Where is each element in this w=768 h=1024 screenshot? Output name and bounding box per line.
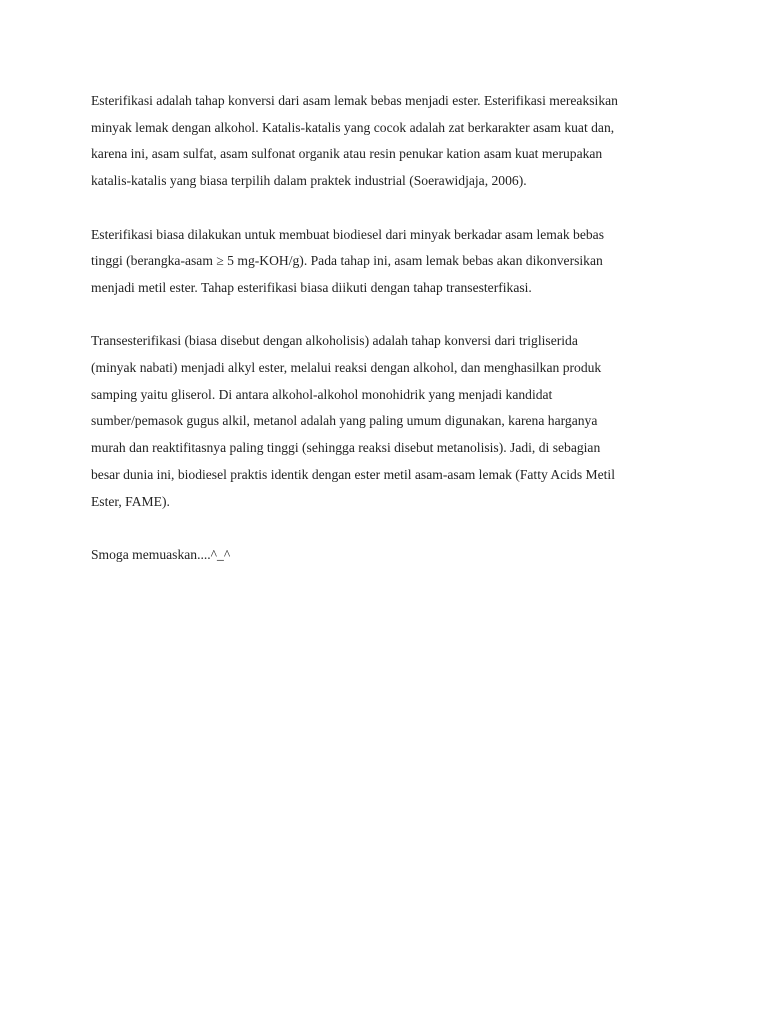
text-line: Esterifikasi adalah tahap konversi dari asam lemak bebas menjadi ester. Esterifikasi mereaksikan [91,93,618,108]
paragraph-esterifikasi-definition [91,88,703,195]
paragraph-closing [91,542,703,569]
document-body [91,88,703,595]
text-line: samping yaitu gliserol. Di antara alkohol-alkohol monohidrik yang menjadi kandidat [91,386,553,402]
text-line: (minyak nabati) menjadi alkyl ester, melalui reaksi dengan alkohol, dan menghasilkan produk [91,360,602,375]
text-line: minyak lemak dengan alkohol. Katalis-katalis yang cocok adalah zat berkarakter asam kuat dan, [91,119,615,135]
text-line: tinggi (berangka-asam ≥ 5 mg-KOH/g). Pada tahap ini, asam lemak bebas akan dikonversikan [91,253,603,269]
text-line: sumber/pemasok gugus alkil, metanol adalah yang paling umum digunakan, karena harganya [91,413,598,429]
text-line: Ester, FAME). [91,493,170,509]
text-line: Smoga memuaskan....^_^ [91,546,231,562]
text-line: Transesterifikasi (biasa disebut dengan alkoholisis) adalah tahap konversi dari trigliserida [91,333,578,349]
text-line: Esterifikasi biasa dilakukan untuk membuat biodiesel dari minyak berkadar asam lemak bebas [91,226,605,242]
paragraph-transesterifikasi [91,328,703,515]
text-line: besar dunia ini, biodiesel praktis identik dengan ester metil asam-asam lemak (Fatty Acids Metil [91,466,615,482]
text-line: karena ini, asam sulfat, asam sulfonat organik atau resin penukar kation asam kuat merupakan [91,146,603,162]
text-line: katalis-katalis yang biasa terpilih dalam praktek industrial (Soerawidjaja, 2006). [91,173,527,189]
text-line: murah dan reaktifitasnya paling tinggi (sehingga reaksi disebut metanolisis). Jadi, di sebagian [91,440,601,456]
paragraph-esterifikasi-usage [91,222,703,302]
text-line: menjadi metil ester. Tahap esterifikasi biasa diikuti dengan tahap transesterfikasi. [91,279,532,295]
